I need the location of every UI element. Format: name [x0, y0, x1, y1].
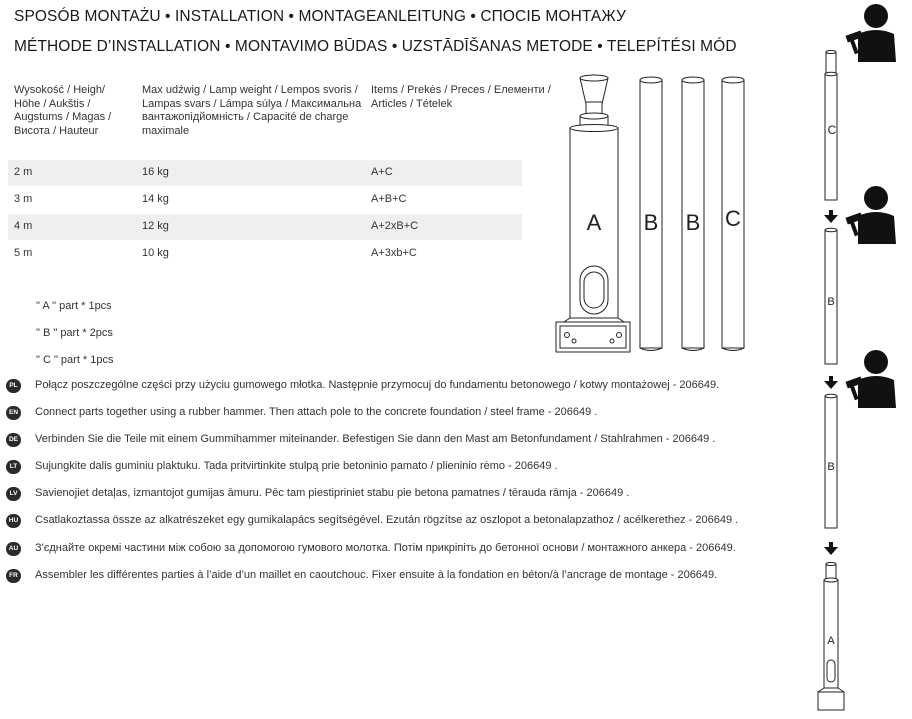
- row-height: 3 m: [14, 193, 33, 205]
- table-row: [8, 160, 522, 186]
- table-header-items: Items / Prekės / Preces / Елементи / Articles / Tételek: [371, 84, 551, 110]
- language-badge: HU: [6, 514, 21, 528]
- part-c-label: C: [725, 206, 741, 231]
- table-row: [8, 214, 522, 240]
- row-items: A+C: [371, 166, 393, 178]
- page-title-line-2: MÉTHODE D’INSTALLATION • MONTAVIMO BŪDAS • UZSTĀDĪŠANAS METODE • TELEPÍTÉSI MÓD: [14, 38, 737, 55]
- stack-b-label: B: [827, 296, 835, 308]
- instruction-text: Verbinden Sie die Teile mit einem Gummihammer miteinander. Befestigen Sie dann den Mast am Betonfundament / Stahlrahmen - 206649 .: [35, 433, 716, 445]
- parts-illustration: [550, 70, 760, 360]
- language-badge: PL: [6, 379, 21, 393]
- table-row: [8, 241, 522, 267]
- part-b-label: B: [685, 210, 701, 235]
- instruction-text: Connect parts together using a rubber hammer. Then attach pole to the concrete foundation / steel frame - 206649 .: [35, 406, 598, 418]
- worker-hammer-icon: [845, 186, 896, 244]
- row-height: 4 m: [14, 220, 33, 232]
- row-items: A+2xB+C: [371, 220, 419, 232]
- language-badge: FR: [6, 569, 21, 583]
- row-items: A+B+C: [371, 193, 407, 205]
- row-height: 2 m: [14, 166, 33, 178]
- down-arrow-icon: [824, 376, 838, 389]
- row-items: A+3xb+C: [371, 247, 417, 259]
- instruction-text: Assembler les différentes parties à l’aide d’un maillet en caoutchouc. Fixer ensuite à la fondation en béton/à l’ancrage de montage - 206649.: [35, 569, 718, 581]
- assembly-sequence: [800, 0, 912, 719]
- instruction-text: З'єднайте окремі частини між собою за допомогою гумового молотка. Потім прикріпіть до бетонної основи / монтажного анкера - 206649.: [35, 542, 736, 554]
- row-weight: 14 kg: [142, 193, 169, 205]
- parts-list-item: " C " part * 1pcs: [36, 354, 114, 366]
- row-weight: 10 kg: [142, 247, 169, 259]
- down-arrow-icon: [824, 542, 838, 555]
- instruction-text: Połącz poszczególne części przy użyciu gumowego młotka. Następnie przymocuj do fundamentu betonowego / kotwy montażowej - 206649.: [35, 379, 720, 391]
- instruction-text: Savienojiet detaļas, izmantojot gumijas āmuru. Pēc tam piestipriniet stabu pie betona pamatnes / tērauda rāmja - 206649 .: [35, 487, 630, 499]
- part-a-label: A: [586, 210, 602, 235]
- language-badge: AU: [6, 542, 21, 556]
- part-b-label: B: [643, 210, 659, 235]
- row-height: 5 m: [14, 247, 33, 259]
- language-badge: EN: [6, 406, 21, 420]
- stack-b-label: B: [827, 461, 835, 473]
- language-badge: LV: [6, 487, 21, 501]
- table-row: [8, 187, 522, 213]
- instruction-text: Csatlakoztassa össze az alkatrészeket egy gumikalapács segítségével. Ezután rögzítse az oszlopot a betonalapzathoz / acélkerethez - 206649 .: [35, 514, 739, 526]
- parts-list-item: " A " part * 1pcs: [36, 300, 112, 312]
- table-header-weight: Max udźwig / Lamp weight / Lempos svoris / Lampas svars / Lámpa súlya / Максимальна вантажопідйомність / Capacité de charge maximale: [142, 84, 362, 137]
- stack-c-label: C: [827, 123, 837, 137]
- stack-a-label: A: [827, 635, 835, 647]
- page-title-line-1: SPOSÓB MONTAŻU • INSTALLATION • MONTAGEANLEITUNG • СПОСІБ МОНТАЖУ: [14, 8, 627, 25]
- worker-hammer-icon: [845, 350, 896, 408]
- language-badge: DE: [6, 433, 21, 447]
- language-badge: LT: [6, 460, 21, 474]
- down-arrow-icon: [824, 210, 838, 223]
- row-weight: 16 kg: [142, 166, 169, 178]
- row-weight: 12 kg: [142, 220, 169, 232]
- parts-list-item: " B " part * 2pcs: [36, 327, 113, 339]
- worker-hammer-icon: [845, 4, 896, 62]
- table-header-height: Wysokość / Heigh/ Höhe / Aukštis / Augstums / Magas / Висота / Hauteur: [14, 84, 112, 137]
- instruction-text: Sujungkite dalis guminiu plaktuku. Tada pritvirtinkite stulpą prie betoninio pamato / plieninio rėmo - 206649 .: [35, 460, 558, 472]
